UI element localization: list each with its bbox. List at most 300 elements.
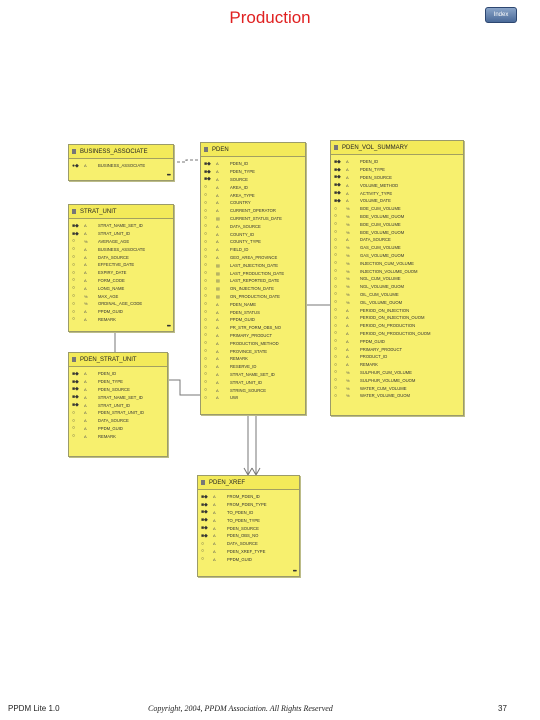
datatype-icon: A — [216, 239, 219, 245]
entity-column-row — [201, 285, 305, 293]
column-name: PR_STR_FORM_OBS_NO — [230, 325, 281, 331]
datatype-icon: A — [84, 402, 87, 408]
entity-header — [69, 145, 173, 159]
key-marker: ○ — [204, 207, 208, 214]
datatype-icon: A — [346, 330, 349, 336]
column-name: REMARK — [98, 316, 116, 322]
entity-column-row — [201, 215, 305, 223]
entity-column-row — [198, 532, 299, 540]
key-marker: ○ — [334, 369, 338, 376]
entity-rows — [69, 367, 167, 440]
column-name: PDEN_STRAT_UNIT_ID — [98, 410, 144, 416]
entity-column-row — [331, 298, 463, 306]
column-name: LONG_NAME — [98, 285, 125, 291]
key-marker: ○ — [334, 377, 338, 384]
column-name: PPDM_GUID — [98, 425, 123, 431]
entity-column-row — [198, 501, 299, 509]
entity-column-row — [331, 267, 463, 275]
entity-column-row — [331, 275, 463, 283]
datatype-icon: A — [216, 364, 219, 370]
column-name: DATA_SOURCE — [230, 223, 261, 229]
key-marker: ○ — [72, 254, 76, 261]
key-marker: ○ — [72, 261, 76, 268]
entity-header — [69, 353, 167, 367]
column-name: BUSINESS_ASSOCIATE — [98, 246, 146, 252]
column-name: ORDINAL_AGE_CODE — [98, 301, 143, 307]
column-name: COUNTRY — [230, 200, 251, 206]
datatype-icon: A — [84, 394, 87, 400]
entity-column-row — [201, 378, 305, 386]
key-marker: ■◆ — [204, 160, 211, 167]
column-name: PERIOD_ON_PRODUCTION — [360, 323, 416, 329]
column-name: PERIOD_ON_PRODUCTION_OUOM — [360, 330, 431, 336]
entity-rows — [69, 219, 173, 323]
entity-column-row — [69, 261, 173, 269]
entity-column-row — [69, 378, 167, 386]
datatype-icon: A — [216, 340, 219, 346]
column-name: REMARK — [360, 362, 378, 368]
column-name: LAST_REPORTED_DATE — [230, 278, 280, 284]
datatype-icon: A — [84, 433, 87, 439]
datatype-icon: A — [346, 198, 349, 204]
datatype-icon: % — [346, 221, 350, 227]
entity-column-row — [69, 277, 173, 285]
column-name: PDEN_NAME — [230, 301, 257, 307]
column-name: PDEN_XREF_TYPE — [227, 548, 266, 554]
entity-column-row — [331, 259, 463, 267]
key-marker: ■◆ — [72, 386, 79, 393]
entity-column-row — [69, 401, 167, 409]
column-name: PDEN_TYPE — [360, 167, 385, 173]
key-marker: ○ — [204, 371, 208, 378]
entity-column-row — [69, 230, 173, 238]
column-name: DATA_SOURCE — [227, 541, 258, 547]
key-marker: ○ — [334, 213, 338, 220]
key-marker: ■◆ — [334, 182, 341, 189]
key-marker: ○ — [204, 293, 208, 300]
column-name: PDEN_ID — [230, 161, 249, 167]
entity-column-row — [201, 316, 305, 324]
column-name: STRAT_UNIT_ID — [98, 231, 131, 237]
column-name: VOLUME_DATE — [360, 198, 391, 204]
key-marker: ○ — [204, 184, 208, 191]
footer-product: PPDM Lite 1.0 — [8, 704, 60, 713]
datatype-icon: A — [84, 425, 87, 431]
datatype-icon: % — [84, 301, 88, 307]
datatype-icon: A — [346, 323, 349, 329]
datatype-icon: A — [216, 325, 219, 331]
datatype-icon: A — [84, 254, 87, 260]
datatype-icon: A — [346, 182, 349, 188]
column-name: OIL_VOLUME_OUOM — [360, 299, 403, 305]
datatype-icon: A — [346, 307, 349, 313]
column-name: ACTIVITY_TYPE — [360, 190, 393, 196]
table-icon — [72, 209, 76, 214]
key-marker: ○ — [72, 269, 76, 276]
column-name: DATA_SOURCE — [98, 418, 129, 424]
datatype-icon: ▤ — [216, 286, 220, 292]
column-name: FORM_CODE — [98, 277, 125, 283]
key-marker: ■◆ — [334, 166, 341, 173]
datatype-icon: A — [216, 395, 219, 401]
key-marker: ○ — [204, 316, 208, 323]
index-nav-button[interactable]: Index — [485, 7, 517, 23]
datatype-icon: A — [84, 371, 87, 377]
table-icon — [204, 147, 208, 152]
column-name: NGL_VOLUME_OUOM — [360, 284, 404, 290]
key-marker: ○ — [204, 301, 208, 308]
column-name: REMARK — [98, 433, 116, 439]
entity-column-row — [331, 213, 463, 221]
datatype-icon: % — [346, 299, 350, 305]
entity-column-row — [69, 308, 173, 316]
entity-column-row — [201, 254, 305, 262]
key-marker: ○ — [204, 324, 208, 331]
datatype-icon: A — [346, 338, 349, 344]
entity-column-row — [201, 168, 305, 176]
key-marker: ○ — [334, 275, 338, 282]
entity-column-row — [331, 220, 463, 228]
entity-column-row — [201, 355, 305, 363]
datatype-icon: A — [216, 176, 219, 182]
key-marker: ○ — [72, 433, 76, 440]
datatype-icon: % — [346, 369, 350, 375]
column-name: PPDM_GUID — [360, 338, 385, 344]
more-dots: ••• — [166, 173, 170, 179]
datatype-icon: A — [216, 332, 219, 338]
datatype-icon: A — [84, 270, 87, 276]
key-marker: ■◆ — [204, 176, 211, 183]
datatype-icon: A — [84, 231, 87, 237]
entity-column-row — [69, 386, 167, 394]
key-marker: ■◆ — [334, 158, 341, 165]
entity-column-row — [331, 353, 463, 361]
key-marker: ○ — [334, 252, 338, 259]
key-marker: ○ — [204, 262, 208, 269]
entity-column-row — [69, 393, 167, 401]
key-marker: ○ — [204, 394, 208, 401]
datatype-icon: % — [346, 284, 350, 290]
key-marker: ○ — [72, 293, 76, 300]
entity-rows — [331, 155, 463, 400]
column-name: INJECTION_VOLUME_OUOM — [360, 268, 418, 274]
entity-strat-unit[interactable] — [68, 204, 174, 332]
key-marker: ○ — [334, 353, 338, 360]
entity-column-row — [198, 493, 299, 501]
datatype-icon: A — [84, 277, 87, 283]
entity-column-row — [201, 222, 305, 230]
datatype-icon: A — [216, 301, 219, 307]
key-marker: ○ — [204, 387, 208, 393]
column-name: STRAT_NAME_SET_ID — [98, 394, 143, 400]
key-marker: ●◆ — [72, 162, 79, 169]
key-marker: ○ — [334, 338, 338, 345]
entity-column-row — [201, 238, 305, 246]
entity-column-row — [331, 166, 463, 174]
key-marker: ○ — [204, 355, 208, 362]
key-marker: ○ — [201, 556, 205, 563]
entity-column-row — [331, 330, 463, 338]
column-name: STRAT_NAME_SET_ID — [230, 371, 275, 377]
entity-column-row — [331, 291, 463, 299]
key-marker: ○ — [204, 309, 208, 316]
entity-column-row — [331, 314, 463, 322]
datatype-icon: A — [216, 379, 219, 385]
key-marker: ■◆ — [72, 394, 79, 401]
column-name: PERIOD_ON_INJECTION_OUOM — [360, 315, 425, 321]
datatype-icon: A — [84, 386, 87, 392]
key-marker: ○ — [334, 330, 338, 337]
key-marker: ○ — [334, 392, 338, 399]
key-marker: ○ — [204, 254, 208, 261]
key-marker: ■◆ — [201, 501, 208, 508]
entity-pden-xref[interactable] — [197, 475, 300, 577]
entity-column-row — [198, 524, 299, 532]
key-marker: ○ — [72, 308, 76, 315]
entity-column-row — [331, 158, 463, 166]
entity-header — [198, 476, 299, 490]
key-marker: ○ — [334, 385, 338, 391]
datatype-icon: A — [346, 315, 349, 321]
entity-column-row — [69, 425, 167, 433]
datatype-icon: % — [346, 245, 350, 251]
key-marker: ■◆ — [334, 174, 341, 181]
entity-column-row — [69, 245, 173, 253]
entity-rows — [201, 157, 305, 402]
entity-column-row — [331, 283, 463, 291]
datatype-icon: A — [216, 169, 219, 175]
key-marker: ○ — [204, 199, 208, 206]
entity-title: PDEN — [212, 146, 229, 153]
key-marker: ○ — [72, 409, 76, 416]
column-name: TO_PDEN_ID — [227, 509, 254, 515]
column-name: LAST_PRODUCTION_DATE — [230, 270, 285, 276]
datatype-icon: A — [213, 533, 216, 539]
datatype-icon: A — [216, 356, 219, 362]
entity-column-row — [69, 316, 173, 324]
more-dots: ••• — [292, 569, 296, 575]
relation-pden-psu — [166, 380, 200, 395]
datatype-icon: A — [346, 354, 349, 360]
entity-pden[interactable] — [200, 142, 306, 415]
key-marker: ○ — [201, 548, 205, 555]
datatype-icon: % — [84, 293, 88, 299]
entity-column-row — [201, 371, 305, 379]
key-marker: ○ — [334, 346, 338, 353]
entity-column-row — [201, 300, 305, 308]
entity-column-row — [198, 555, 299, 563]
entity-column-row — [201, 386, 305, 394]
entity-column-row — [331, 337, 463, 345]
column-name: AREA_ID — [230, 184, 248, 190]
column-name: PRODUCT_ID — [360, 354, 388, 360]
entity-column-row — [69, 238, 173, 246]
entity-column-row — [201, 183, 305, 191]
entity-column-row — [201, 363, 305, 371]
datatype-icon: % — [346, 268, 350, 274]
key-marker: ○ — [72, 238, 76, 245]
entity-pden-vol-summary[interactable] — [330, 140, 464, 416]
column-name: CURRENT_OPERATOR — [230, 208, 276, 214]
table-icon — [201, 480, 205, 485]
key-marker: ■◆ — [72, 230, 79, 237]
column-name: COUNTY_ID — [230, 231, 255, 237]
entity-column-row — [201, 324, 305, 332]
datatype-icon: A — [213, 502, 216, 508]
entity-column-row — [201, 230, 305, 238]
datatype-icon: A — [213, 541, 216, 547]
datatype-icon: A — [84, 316, 87, 322]
key-marker: ○ — [334, 236, 338, 243]
entity-column-row — [201, 394, 305, 402]
column-name: PPDM_GUID — [98, 309, 123, 315]
key-marker: ○ — [72, 425, 76, 432]
key-marker: ○ — [72, 246, 76, 253]
key-marker: ■◆ — [201, 493, 208, 500]
datatype-icon: A — [84, 246, 87, 252]
key-marker: ○ — [204, 270, 208, 277]
column-name: PDEN_SOURCE — [98, 386, 130, 392]
key-marker: ○ — [334, 361, 338, 368]
column-name: BUSINESS_ASSOCIATE — [98, 163, 146, 169]
key-marker: ■◆ — [201, 509, 208, 516]
key-marker: ■◆ — [334, 190, 341, 197]
datatype-icon: A — [84, 163, 87, 169]
key-marker: ○ — [334, 299, 338, 306]
key-marker: ○ — [334, 322, 338, 329]
relation-ba-pden — [172, 160, 200, 162]
entity-column-row — [69, 222, 173, 230]
column-name: GEO_AREA_PROVINCE — [230, 254, 278, 260]
datatype-icon: A — [216, 371, 219, 377]
entity-column-row — [331, 322, 463, 330]
column-name: AVERAGE_AGE — [98, 238, 130, 244]
datatype-icon: A — [216, 247, 219, 253]
key-marker: ■◆ — [201, 525, 208, 532]
datatype-icon: % — [346, 213, 350, 219]
entity-column-row — [201, 261, 305, 269]
entity-column-row — [331, 392, 463, 400]
entity-column-row — [331, 236, 463, 244]
entity-column-row — [331, 384, 463, 392]
entity-column-row — [69, 370, 167, 378]
key-marker: ○ — [204, 238, 208, 245]
column-name: AREA_TYPE — [230, 192, 255, 198]
datatype-icon: A — [84, 410, 87, 416]
column-name: GAS_VOLUME_OUOM — [360, 252, 405, 258]
column-name: PDEN_TYPE — [230, 169, 255, 175]
datatype-icon: % — [346, 385, 350, 391]
entity-business-associate[interactable] — [68, 144, 174, 181]
entity-pden-strat-unit[interactable] — [68, 352, 168, 457]
column-name: EXPIRY_DATE — [98, 270, 127, 276]
key-marker: ■◆ — [201, 532, 208, 539]
column-name: GAS_CUM_VOLUME — [360, 245, 401, 251]
column-name: PPDM_GUID — [227, 556, 252, 562]
key-marker: ○ — [334, 291, 338, 298]
entity-column-row — [201, 308, 305, 316]
datatype-icon: A — [346, 159, 349, 165]
entity-header — [331, 141, 463, 155]
footer-page-number: 37 — [498, 704, 507, 713]
key-marker: ■◆ — [201, 517, 208, 524]
datatype-icon: A — [216, 200, 219, 206]
datatype-icon: A — [216, 223, 219, 229]
datatype-icon: ▤ — [216, 215, 220, 221]
table-icon — [72, 149, 76, 154]
entity-column-row — [201, 176, 305, 184]
datatype-icon: A — [346, 346, 349, 352]
entity-title: PDEN_XREF — [209, 479, 246, 486]
column-name: PPDM_GUID — [230, 317, 255, 323]
column-name: SULPHUR_CUM_VOLUME — [360, 369, 412, 375]
entity-column-row — [331, 361, 463, 369]
datatype-icon: A — [216, 254, 219, 260]
datatype-icon: A — [213, 517, 216, 523]
key-marker: ○ — [201, 540, 205, 547]
entity-column-row — [201, 347, 305, 355]
datatype-icon: A — [216, 348, 219, 354]
table-icon — [334, 145, 338, 150]
key-marker: ○ — [334, 229, 338, 236]
column-name: PERIOD_ON_INJECTION — [360, 307, 410, 313]
entity-column-row — [198, 509, 299, 517]
entity-column-row — [201, 191, 305, 199]
key-marker: ○ — [204, 246, 208, 253]
column-name: PRIMARY_PRODUCT — [230, 332, 273, 338]
key-marker: ○ — [204, 277, 208, 284]
column-name: ON_INJECTION_DATE — [230, 286, 274, 292]
datatype-icon: A — [346, 362, 349, 368]
datatype-icon: A — [84, 262, 87, 268]
datatype-icon: % — [346, 276, 350, 282]
key-marker: ■◆ — [72, 222, 79, 229]
entity-column-row — [69, 409, 167, 417]
datatype-icon: A — [84, 309, 87, 315]
entity-column-row — [331, 345, 463, 353]
column-name: UWI — [230, 395, 239, 401]
entity-column-row — [201, 199, 305, 207]
column-name: TO_PDEN_TYPE — [227, 517, 260, 523]
crowfoot-xref — [244, 468, 260, 475]
key-marker: ○ — [72, 316, 76, 323]
datatype-icon: ▤ — [216, 278, 220, 284]
datatype-icon: % — [84, 238, 88, 244]
entity-rows — [198, 490, 299, 563]
datatype-icon: A — [84, 379, 87, 385]
datatype-icon: A — [346, 167, 349, 173]
entity-header — [69, 205, 173, 219]
column-name: REMARK — [230, 356, 248, 362]
column-name: FROM_PDEN_TYPE — [227, 502, 267, 508]
column-name: WATER_CUM_VOLUME — [360, 385, 407, 391]
table-icon — [72, 357, 76, 362]
column-name: FIELD_ID — [230, 247, 249, 253]
key-marker: ○ — [204, 231, 208, 238]
key-marker: ○ — [204, 379, 208, 386]
column-name: RESERVE_ID — [230, 364, 257, 370]
entity-column-row — [331, 306, 463, 314]
column-name: BOE_VOLUME_OUOM — [360, 213, 405, 219]
entity-column-row — [331, 205, 463, 213]
datatype-icon: ▤ — [216, 262, 220, 268]
key-marker: ○ — [334, 221, 338, 228]
datatype-icon: % — [346, 260, 350, 266]
datatype-icon: A — [213, 525, 216, 531]
key-marker: ○ — [204, 285, 208, 292]
datatype-icon: A — [346, 237, 349, 243]
entity-column-row — [69, 417, 167, 425]
